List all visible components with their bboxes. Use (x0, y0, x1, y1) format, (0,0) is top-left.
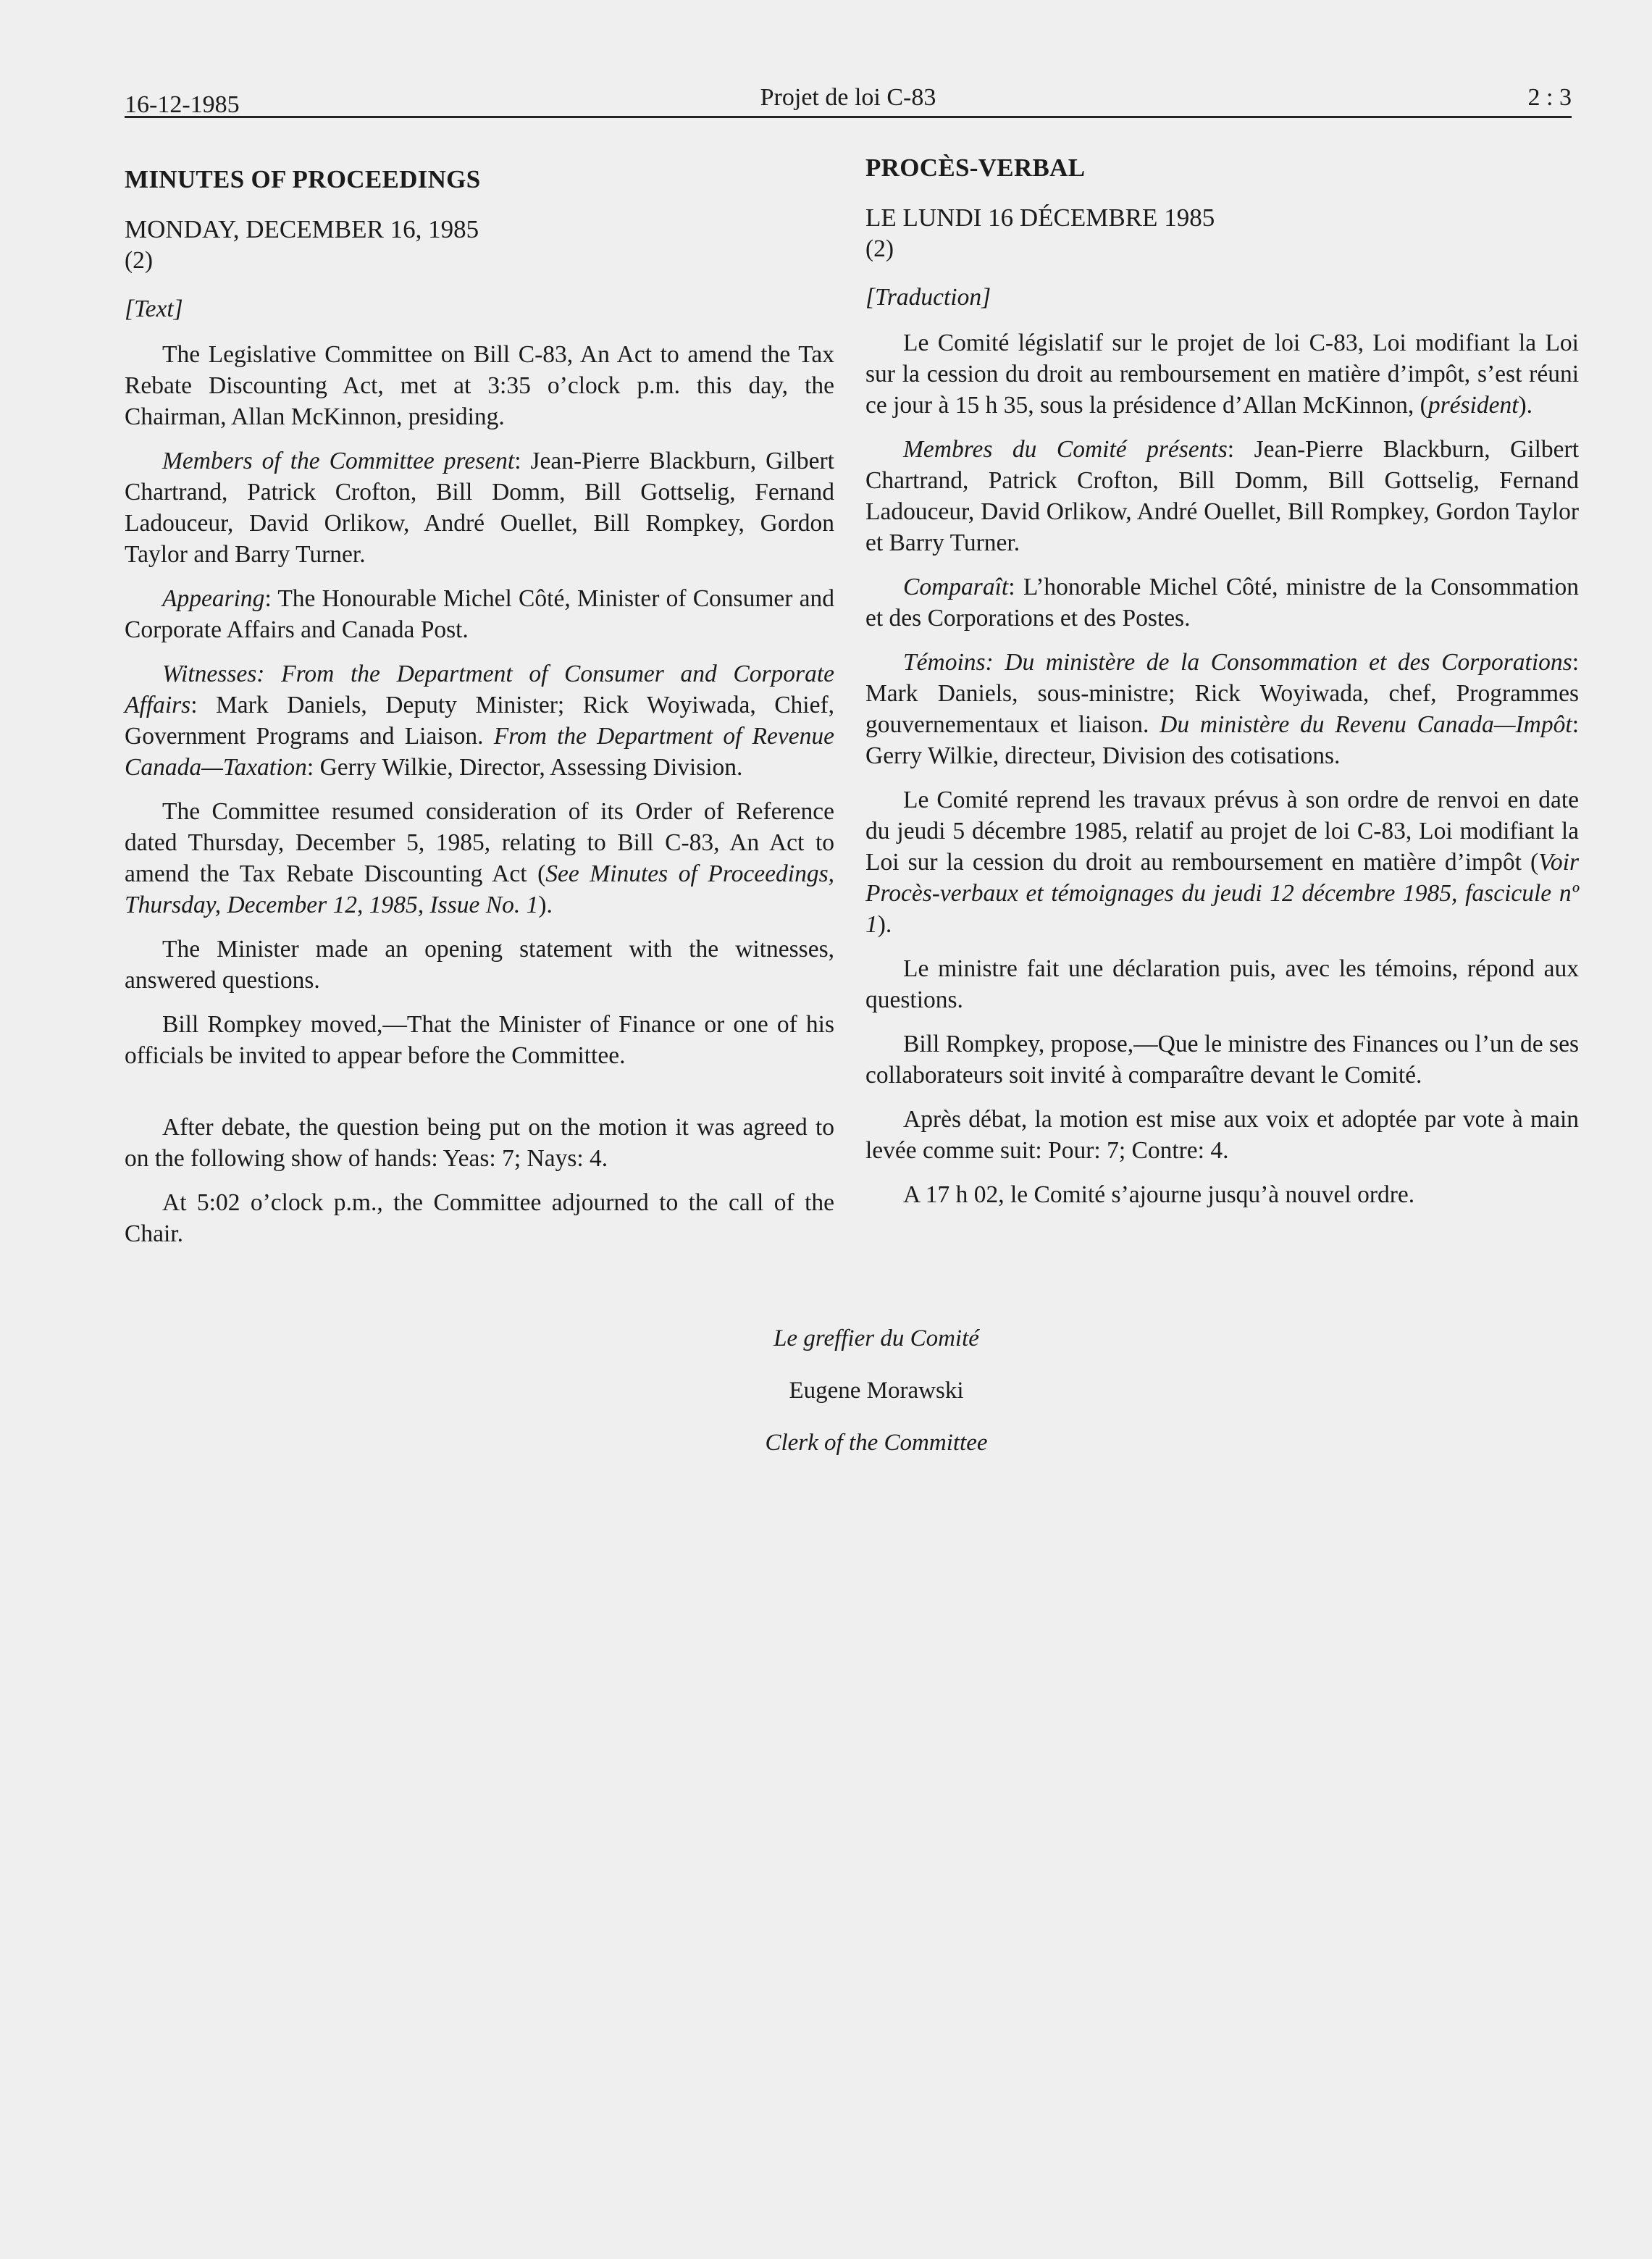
temoins-label: Témoins (903, 649, 986, 676)
english-tag: [Text] (125, 296, 183, 322)
signature-title-fr: Le greffier du Comité (773, 1325, 979, 1351)
french-paragraph-temoins: Témoins: Du ministère de la Consommation et des Corporations: Mark Daniels, sous-ministre; Rick Woyiwada, chef, Programmes gouvernementaux et liaison. Du ministère du Revenu Canada—Impôt: Gerry Wilkie, directeur, Division des cotisations. (865, 649, 1579, 769)
french-paragraph-statement: Le ministre fait une déclaration puis, avec les témoins, répond aux questions. (865, 955, 1579, 1013)
english-paragraph-witnesses: Witnesses: From the Department of Consumer and Corporate Affairs: Mark Daniels, Deputy Minister; Rick Woyiwada, Chief, Government Programs and Liaison. From the Department of Revenue Canada—Taxation: Gerry Wilkie, Director, Assessing Division. (125, 661, 834, 781)
french-date: LE LUNDI 16 DÉCEMBRE 1985 (865, 204, 1215, 232)
french-column (865, 145, 1579, 1223)
french-paragraph-vote: Après débat, la motion est mise aux voix et adoptée par vote à main levée comme suit: Pour: 7; Contre: 4. (865, 1106, 1579, 1164)
english-paragraph-reference: The Committee resumed consideration of its Order of Reference dated Thursday, December 5, 1985, relating to Bill C-83, An Act to amend the Tax Rebate Discounting Act (See Minutes of Proceedings, Thursday, December 12, 1985, Issue No. 1). (125, 798, 834, 918)
appearing-label: Appearing (162, 585, 265, 612)
english-heading: MINUTES OF PROCEEDINGS (125, 165, 481, 193)
comparait-label: Comparaît (903, 574, 1009, 600)
header-date: 16-12-1985 (125, 91, 240, 118)
signature-title-en: Clerk of the Committee (765, 1430, 988, 1456)
french-paragraph-reference: Le Comité reprend les travaux prévus à son ordre de renvoi en date du jeudi 5 décembre 1985, relatif au projet de loi C-83, Loi modifiant la Loi sur la cession du droit au remboursement en matière d’impôt (Voir Procès-verbaux et témoignages du jeudi 12 décembre 1985, fascicule nº 1). (865, 787, 1579, 938)
signature-name: Eugene Morawski (789, 1378, 964, 1404)
members-label: Members of the Committee present (162, 448, 515, 474)
english-paragraph-motion: Bill Rompkey moved,—That the Minister of Finance or one of his officials be invited to appear before the Committee. (125, 1011, 834, 1069)
english-column (125, 145, 834, 1262)
english-paragraph-members: Members of the Committee present: Jean-Pierre Blackburn, Gilbert Chartrand, Patrick Crofton, Bill Domm, Bill Gottselig, Fernand Ladouceur, David Orlikow, André Ouellet, Bill Rompkey, Gordon Taylor and Barry Turner. (125, 448, 834, 568)
membres-label: Membres du Comité présents (903, 436, 1228, 463)
english-date: MONDAY, DECEMBER 16, 1985 (125, 215, 479, 243)
french-heading: PROCÈS-VERBAL (865, 154, 1086, 182)
french-paragraph-motion: Bill Rompkey, propose,—Que le ministre des Finances ou l’un de ses collaborateurs soit invité à comparaître devant le Comité. (865, 1031, 1579, 1089)
english-paragraph-adjourn: At 5:02 o’clock p.m., the Committee adjourned to the call of the Chair. (125, 1189, 834, 1247)
header-rule (125, 116, 1572, 118)
witnesses-label: Witnesses (162, 661, 257, 687)
french-paragraph-members: Membres du Comité présents: Jean-Pierre Blackburn, Gilbert Chartrand, Patrick Crofton, Bill Domm, Bill Gottselig, Fernand Ladouceur, David Orlikow, André Ouellet, Bill Rompkey, Gordon Taylor et Barry Turner. (865, 436, 1579, 556)
header-title: Projet de loi C-83 (760, 84, 936, 111)
french-number: (2) (865, 235, 894, 262)
french-paragraph-comparait: Comparaît: L’honorable Michel Côté, ministre de la Consommation et des Corporations et des Postes. (865, 574, 1579, 632)
english-paragraph-opening: The Legislative Committee on Bill C-83, An Act to amend the Tax Rebate Discounting Act, met at 3:35 o’clock p.m. this day, the Chairman, Allan McKinnon, presiding. (125, 341, 834, 430)
english-paragraph-appearing: Appearing: The Honourable Michel Côté, Minister of Consumer and Corporate Affairs and Canada Post. (125, 585, 834, 643)
english-paragraph-vote: After debate, the question being put on the motion it was agreed to on the following show of hands: Yeas: 7; Nays: 4. (125, 1114, 834, 1172)
french-tag: [Traduction] (865, 284, 991, 311)
english-paragraph-statement: The Minister made an opening statement with the witnesses, answered questions. (125, 936, 834, 994)
french-paragraph-opening: Le Comité législatif sur le projet de loi C-83, Loi modifiant la Loi sur la cession du droit au remboursement en matière d’impôt, s’est réuni ce jour à 15 h 35, sous la présidence d’Allan McKinnon, (président). (865, 330, 1579, 419)
english-number: (2) (125, 247, 154, 274)
header-page-number: 2 : 3 (1527, 84, 1572, 111)
french-paragraph-adjourn: A 17 h 02, le Comité s’ajourne jusqu’à nouvel ordre. (903, 1181, 1415, 1208)
